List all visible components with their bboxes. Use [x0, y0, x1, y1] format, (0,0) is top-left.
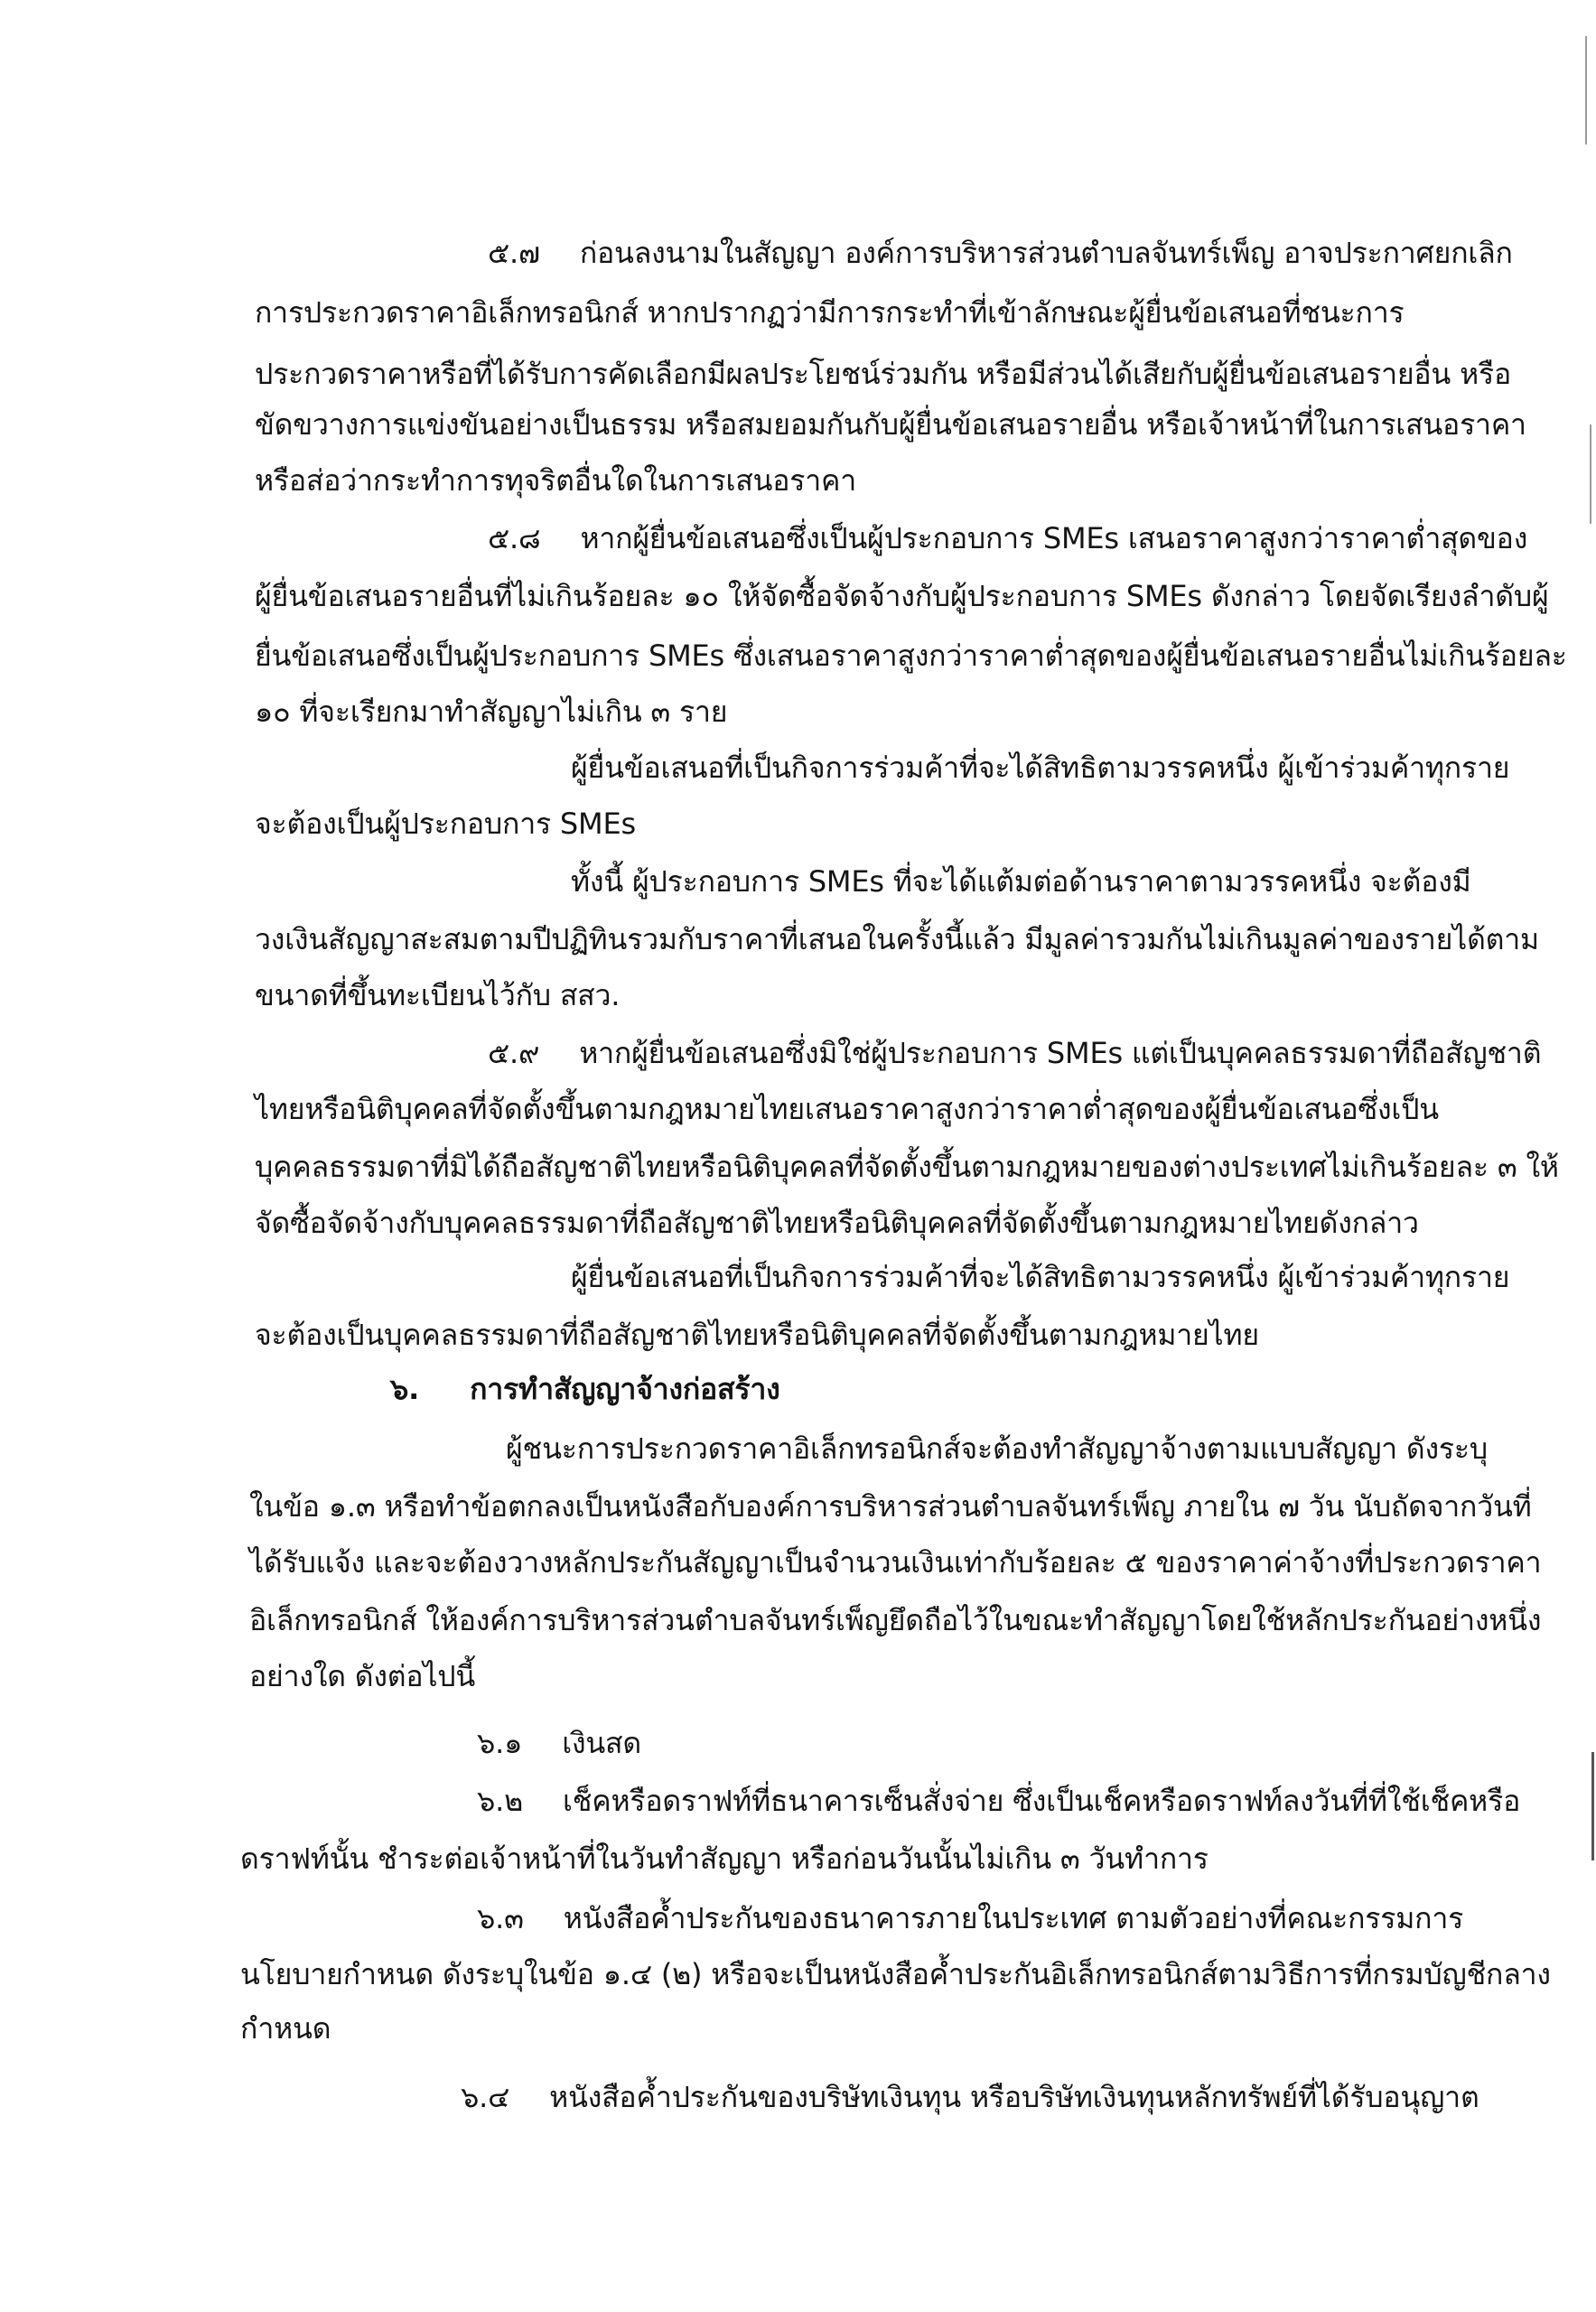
text-line — [255, 1312, 1259, 1357]
text-line — [571, 859, 1471, 904]
line-text: อย่างใด ดังต่อไปนี้ — [249, 1659, 476, 1693]
line-text: นโยบายกำหนด ดังระบุในข้อ ๑.๔ (๒) หรือจะเป็นหนังสือค้ำประกันอิเล็กทรอนิกส์ตามวิธีการที่กรมบัญชีกลาง — [240, 1957, 1551, 1991]
text-line — [249, 1598, 1541, 1643]
text-line — [240, 2006, 331, 2051]
line-text: การทำสัญญาจ้างก่อสร้าง — [470, 1372, 780, 1406]
line-text: หากผู้ยื่นข้อเสนอซึ่งมิใช่ผู้ประกอบการ SMEs แต่เป็นบุคคลธรรมดาที่ถือสัญชาติ — [579, 1036, 1542, 1070]
line-text: หนังสือค้ำประกันของธนาคารภายในประเทศ ตามตัวอย่างที่คณะกรรมการ — [563, 1901, 1464, 1935]
line-text: ได้รับแจ้ง และจะต้องวางหลักประกันสัญญาเป็นจำนวนเงินเท่ากับร้อยละ ๕ ของราคาค่าจ้างที่ประกวดราคา — [249, 1545, 1542, 1580]
clause-number: ๖.๓ — [477, 1901, 524, 1935]
line-text: หรือส่อว่ากระทำการทุจริตอื่นใดในการเสนอราคา — [255, 463, 856, 498]
text-line — [255, 1086, 1439, 1132]
text-line — [571, 745, 1509, 790]
line-text: ทั้งนี้ ผู้ประกอบการ SMEs ที่จะได้แต้มต่อด้านราคาตามวรรคหนึ่ง จะต้องมี — [571, 864, 1471, 899]
text-line — [477, 1896, 1463, 1941]
clause-number: ๕.๗ — [488, 236, 540, 270]
text-line — [255, 633, 1567, 678]
text-line — [249, 1484, 1532, 1529]
line-text: หนังสือค้ำประกันของบริษัทเงินทุน หรือบริษัทเงินทุนหลักทรัพย์ที่ได้รับอนุญาต — [549, 2080, 1479, 2114]
text-line — [477, 1720, 641, 1766]
line-text: ดราฟท์นั้น ชำระต่อเจ้าหน้าที่ในวันทำสัญญา หรือก่อนวันนั้นไม่เกิน ๓ วันทำการ — [240, 1841, 1209, 1876]
line-text: การประกวดราคาอิเล็กทรอนิกส์ หากปรากฏว่ามีการกระทำที่เข้าลักษณะผู้ยื่นข้อเสนอที่ชนะการ — [255, 295, 1405, 330]
scan-edge-mark — [1590, 424, 1591, 524]
line-text: บุคคลธรรมดาที่มิได้ถือสัญชาติไทยหรือนิติบุคคลที่จัดตั้งขึ้นตามกฎหมายของต่างประเทศไม่เกินร้อยละ ๓ ให้ — [255, 1150, 1559, 1184]
text-line — [240, 1836, 1209, 1881]
line-text: ประกวดราคาหรือที่ได้รับการคัดเลือกมีผลประโยชน์ร่วมกัน หรือมีส่วนได้เสียกับผู้ยื่นข้อเสนอรายอื่น หรือ — [255, 357, 1511, 391]
text-line — [255, 458, 856, 503]
text-line — [255, 801, 636, 846]
line-text: ขนาดที่ขึ้นทะเบียนไว้กับ สสว. — [255, 978, 621, 1012]
line-text: เช็คหรือดราฟท์ที่ธนาคารเซ็นสั่งจ่าย ซึ่งเป็นเช็คหรือดราฟท์ลงวันที่ที่ใช้เช็คหรือ — [562, 1784, 1521, 1818]
text-line — [255, 402, 1526, 447]
line-text: ยื่นข้อเสนอซึ่งเป็นผู้ประกอบการ SMEs ซึ่งเสนอราคาสูงกว่าราคาต่ำสุดของผู้ยื่นข้อเสนอรายอื่นไม่เกินร้อยละ — [255, 639, 1567, 673]
text-line — [249, 1654, 475, 1699]
clause-number: ๕.๙ — [488, 1036, 540, 1070]
line-text: ก่อนลงนามในสัญญา องค์การบริหารส่วนตำบลจันทร์เพ็ญ อาจประกาศยกเลิก — [579, 236, 1513, 270]
text-line — [249, 1540, 1541, 1585]
text-line — [255, 351, 1511, 396]
line-text: ไทยหรือนิติบุคคลที่จัดตั้งขึ้นตามกฎหมายไทยเสนอราคาสูงกว่าราคาต่ำสุดของผู้ยื่นข้อเสนอซึ่งเป็น — [255, 1092, 1439, 1126]
text-line — [488, 230, 1513, 275]
line-text: กำหนด — [240, 2011, 331, 2046]
text-line — [477, 1778, 1520, 1823]
clause-number: ๖.๑ — [477, 1726, 523, 1760]
text-line — [255, 917, 1539, 962]
text-line — [255, 290, 1404, 335]
line-text: เงินสด — [562, 1726, 641, 1760]
line-text: ผู้ชนะการประกวดราคาอิเล็กทรอนิกส์จะต้องทำสัญญาจ้างตามแบบสัญญา ดังระบุ — [506, 1431, 1489, 1466]
text-line — [240, 1952, 1551, 1997]
text-line — [571, 1254, 1509, 1300]
text-line — [506, 1426, 1488, 1471]
line-text: ขัดขวางการแข่งขันอย่างเป็นธรรม หรือสมยอมกันกับผู้ยื่นข้อเสนอรายอื่น หรือเจ้าหน้าที่ในการเสนอราคา — [255, 407, 1526, 442]
text-line — [255, 1200, 1419, 1245]
text-line — [461, 2074, 1479, 2120]
line-text: จะต้องเป็นบุคคลธรรมดาที่ถือสัญชาติไทยหรือนิติบุคคลที่จัดตั้งขึ้นตามกฎหมายไทย — [255, 1318, 1259, 1352]
clause-number: ๖. — [390, 1372, 420, 1406]
line-text: จัดซื้อจัดจ้างกับบุคคลธรรมดาที่ถือสัญชาติไทยหรือนิติบุคคลที่จัดตั้งขึ้นตามกฎหมายไทยดังกล่าว — [255, 1206, 1419, 1240]
scan-edge-mark — [1585, 36, 1587, 144]
line-text: หากผู้ยื่นข้อเสนอซึ่งเป็นผู้ประกอบการ SMEs เสนอราคาสูงกว่าราคาต่ำสุดของ — [580, 521, 1528, 555]
text-line — [488, 1030, 1541, 1076]
line-text: อิเล็กทรอนิกส์ ให้องค์การบริหารส่วนตำบลจันทร์เพ็ญยึดถือไว้ในขณะทำสัญญาโดยใช้หลักประกันอย่างหนึ่ง — [249, 1603, 1542, 1637]
line-text: ในข้อ ๑.๓ หรือทำข้อตกลงเป็นหนังสือกับองค์การบริหารส่วนตำบลจันทร์เพ็ญ ภายใน ๗ วัน นับถัดจากวันที่ — [249, 1489, 1532, 1524]
clause-number: ๖.๒ — [477, 1784, 523, 1818]
text-line — [255, 573, 1549, 619]
text-line — [255, 1144, 1559, 1189]
line-text: วงเงินสัญญาสะสมตามปีปฏิทินรวมกับราคาที่เสนอในครั้งนี้แล้ว มีมูลค่ารวมกันไม่เกินมูลค่าของรายได้ตาม — [255, 922, 1539, 956]
scan-edge-mark — [1591, 1752, 1594, 1860]
line-text: ผู้ยื่นข้อเสนอรายอื่นที่ไม่เกินร้อยละ ๑๐ ให้จัดซื้อจัดจ้างกับผู้ประกอบการ SMEs ดังกล่าว โดยจัดเรียงลำดับผู้ — [255, 579, 1549, 613]
text-line — [488, 516, 1527, 561]
section-heading — [390, 1366, 780, 1412]
clause-number: ๕.๘ — [488, 521, 541, 555]
clause-number: ๖.๔ — [461, 2080, 510, 2114]
text-line — [255, 689, 727, 734]
line-text: ผู้ยื่นข้อเสนอที่เป็นกิจการร่วมค้าที่จะได้สิทธิตามวรรคหนึ่ง ผู้เข้าร่วมค้าทุกราย — [571, 750, 1510, 785]
line-text: จะต้องเป็นผู้ประกอบการ SMEs — [255, 806, 636, 841]
text-line — [255, 973, 620, 1018]
line-text: ๑๐ ที่จะเรียกมาทำสัญญาไม่เกิน ๓ ราย — [255, 695, 728, 729]
line-text: ผู้ยื่นข้อเสนอที่เป็นกิจการร่วมค้าที่จะได้สิทธิตามวรรคหนึ่ง ผู้เข้าร่วมค้าทุกราย — [571, 1260, 1510, 1294]
